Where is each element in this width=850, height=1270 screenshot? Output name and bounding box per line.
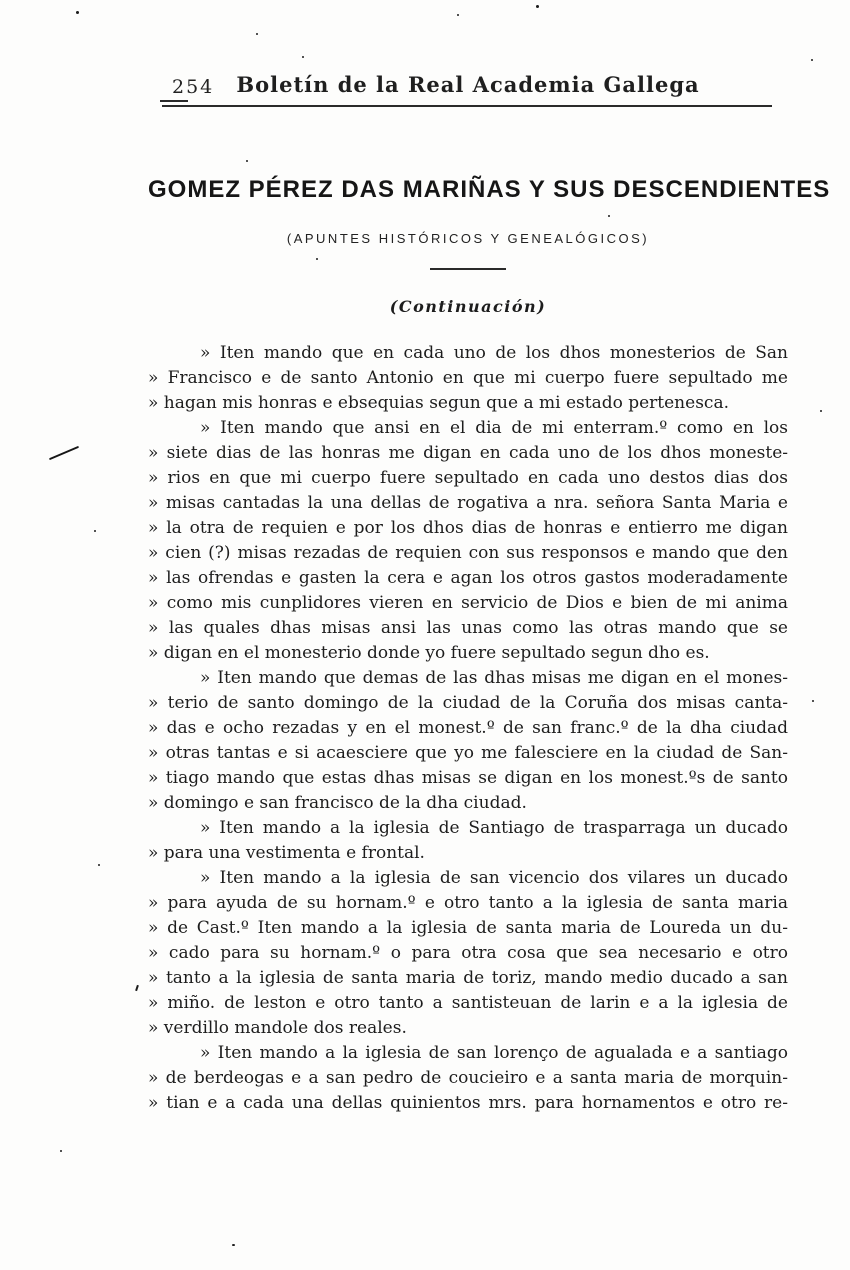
scan-speck <box>94 530 96 532</box>
journal-title: Boletín de la Real Academia Gallega <box>236 72 700 97</box>
text-line: » para una vestimenta e frontal. <box>148 843 425 863</box>
handwritten-pen-stroke <box>49 446 79 460</box>
text-line: » de Cast.º Iten mando a la iglesia de santa maria de Loureda un du- <box>148 918 788 938</box>
text-line: » la otra de requien e por los dhos dias de honras e entierro me digan <box>148 518 788 538</box>
text-line: » cado para su hornam.º o para otra cosa que sea necesario e otro <box>148 943 788 963</box>
scan-speck <box>60 1150 62 1152</box>
title-divider <box>430 268 506 270</box>
paragraph <box>148 666 788 816</box>
text-line: » de berdeogas e a san pedro de coucieiro e a santa maria de morquin- <box>148 1068 788 1088</box>
paragraph <box>148 816 788 866</box>
paragraph <box>148 1041 788 1116</box>
text-line: » otras tantas e si acaesciere que yo me falesciere en la ciudad de San- <box>148 743 788 763</box>
scan-speck <box>246 160 248 162</box>
scan-speck <box>256 33 258 35</box>
scan-speck <box>98 864 100 866</box>
text-line: » Iten mando a la iglesia de san lorenço de agualada e a santiago <box>200 1043 788 1063</box>
text-line: » domingo e san francisco de la dha ciudad. <box>148 793 527 813</box>
article-title: GOMEZ PÉREZ DAS MARIÑAS Y SUS DESCENDIENTES <box>148 176 831 203</box>
text-line: » verdillo mandole dos reales. <box>148 1018 407 1038</box>
margin-tick-mark <box>135 985 139 991</box>
header-rule <box>162 105 772 107</box>
scan-speck <box>302 56 304 58</box>
scan-speck <box>820 410 822 412</box>
text-line: » Iten mando que ansi en el dia de mi enterram.º como en los <box>200 418 788 438</box>
text-line: » las ofrendas e gasten la cera e agan los otros gastos moderadamente <box>148 568 788 588</box>
document-body <box>148 341 788 1116</box>
scan-speck <box>457 14 459 16</box>
text-line: » Iten mando que en cada uno de los dhos monesterios de San <box>200 343 788 363</box>
article-subtitle: (APUNTES HISTÓRICOS Y GENEALÓGICOS) <box>286 231 650 246</box>
text-line: » las quales dhas misas ansi las unas como las otras mando que se <box>148 618 788 638</box>
text-line: » hagan mis honras e ebsequias segun que a mi estado pertenesca. <box>148 393 729 413</box>
text-line: » Francisco e de santo Antonio en que mi cuerpo fuere sepultado me <box>148 368 788 388</box>
header-rule-dash <box>160 100 188 102</box>
scan-speck <box>812 700 814 702</box>
scan-speck <box>316 258 318 260</box>
page-number: 254 <box>172 76 215 98</box>
scan-speck <box>608 215 610 217</box>
text-line: » misas cantadas la una dellas de rogativa a nra. señora Santa Maria e <box>148 493 788 513</box>
text-line: » digan en el monesterio donde yo fuere sepultado segun dho es. <box>148 643 710 663</box>
text-line: » miño. de leston e otro tanto a santisteuan de larin e a la iglesia de <box>148 993 788 1013</box>
paragraph <box>148 341 788 416</box>
text-line: » Iten mando que demas de las dhas misas me digan en el mones- <box>200 668 788 688</box>
scan-speck <box>811 59 813 61</box>
scan-speck <box>76 11 79 14</box>
text-line: » tanto a la iglesia de santa maria de toriz, mando medio ducado a san <box>148 968 788 988</box>
text-line: » Iten mando a la iglesia de san vicencio dos vilares un ducado <box>200 868 788 888</box>
text-line: » das e ocho rezadas y en el monest.º de san franc.º de la dha ciudad <box>148 718 788 738</box>
paragraph <box>148 866 788 1041</box>
text-line: » como mis cunplidores vieren en servicio de Dios e bien de mi anima <box>148 593 788 613</box>
text-line: » para ayuda de su hornam.º e otro tanto a la iglesia de santa maria <box>148 893 788 913</box>
text-line: » rios en que mi cuerpo fuere sepultado en cada uno destos dias dos <box>148 468 788 488</box>
paragraph <box>148 416 788 666</box>
text-line: » tian e a cada una dellas quinientos mrs. para hornamentos e otro re- <box>148 1093 788 1113</box>
text-line: » terio de santo domingo de la ciudad de la Coruña dos misas canta- <box>148 693 788 713</box>
text-line: » Iten mando a la iglesia de Santiago de trasparraga un ducado <box>200 818 788 838</box>
text-line: » tiago mando que estas dhas misas se digan en los monest.ºs de santo <box>148 768 788 788</box>
text-line: » cien (?) misas rezadas de requien con sus responsos e mando que den <box>148 543 788 563</box>
scan-speck <box>232 1244 235 1246</box>
continuation-note: (Continuación) <box>389 297 547 316</box>
scan-speck <box>536 5 539 8</box>
text-line: » siete dias de las honras me digan en cada uno de los dhos moneste- <box>148 443 788 463</box>
